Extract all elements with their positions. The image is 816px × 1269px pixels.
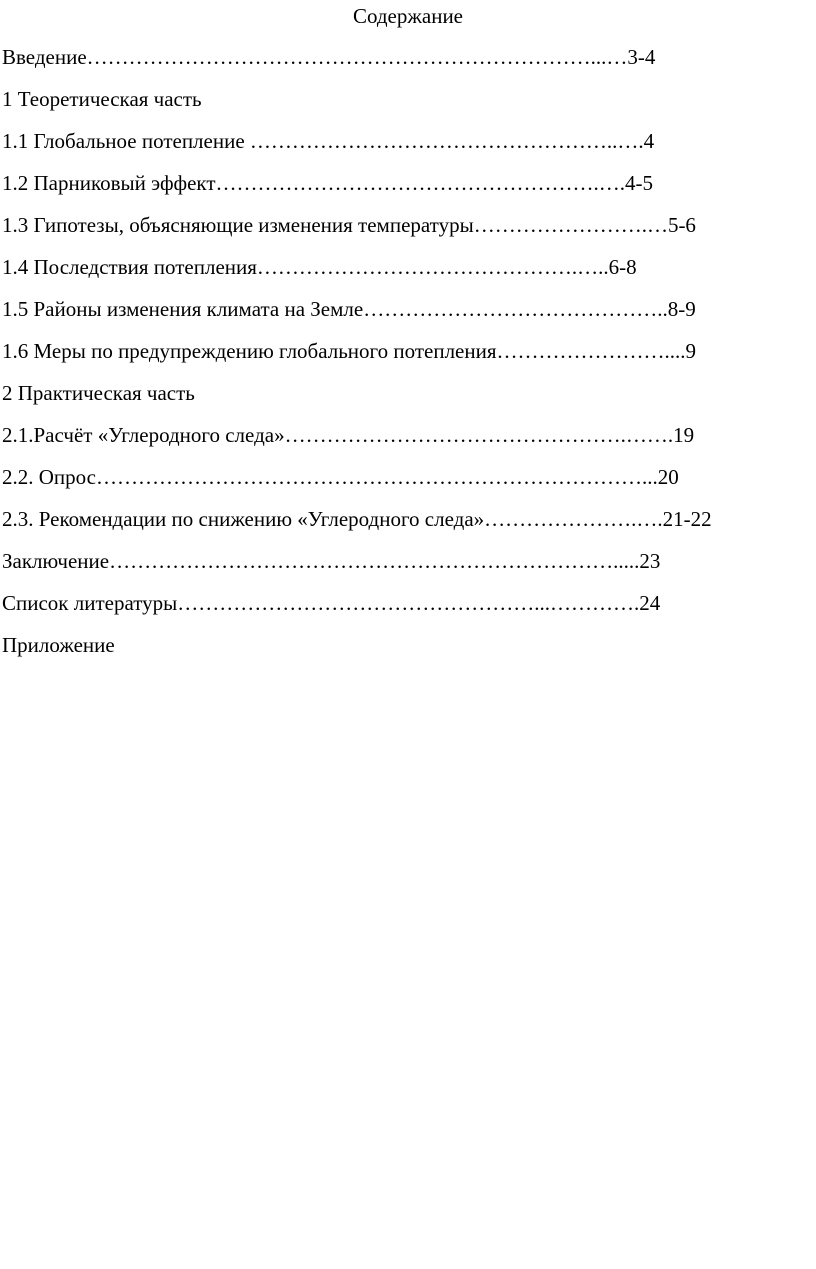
toc-entry-introduction: Введение………………………………………………………………...…3-4 [2, 45, 656, 69]
toc-entry-part-2: 2 Практическая часть [2, 381, 195, 405]
toc-entry-1-4: 1.4 Последствия потепления……………………………………….…..6-8 [2, 255, 637, 279]
toc-entry-conclusion: Заключение……………………………………………………………….....23 [2, 549, 661, 573]
toc-entry-1-3: 1.3 Гипотезы, объясняющие изменения температуры…………………….…5-6 [2, 213, 696, 237]
toc-entry-1-6: 1.6 Меры по предупреждению глобального потепления……………………....9 [2, 339, 697, 363]
toc-entry-references: Список литературы……………………………………………...………….24 [2, 591, 661, 615]
toc-entry-2-2: 2.2. Опрос……………………………………………………………………...20 [2, 465, 679, 489]
toc-entry-2-1: 2.1.Расчёт «Углеродного следа»………………………………………….…….19 [2, 423, 695, 447]
toc-entry-1-5: 1.5 Районы изменения климата на Земле……………………………………..8-9 [2, 297, 696, 321]
toc-entry-2-3: 2.3. Рекомендации по снижению «Углеродного следа»………………….….21-22 [2, 507, 712, 531]
toc-entry-1-2: 1.2 Парниковый эффект……………………………………………….….4-5 [2, 171, 654, 195]
toc-entry-appendix: Приложение [2, 633, 115, 657]
toc-title: Содержание [352, 4, 464, 28]
toc-entry-part-1: 1 Теоретическая часть [2, 87, 202, 111]
toc-entry-1-1: 1.1 Глобальное потепление ……………………………………………..….4 [2, 129, 655, 153]
